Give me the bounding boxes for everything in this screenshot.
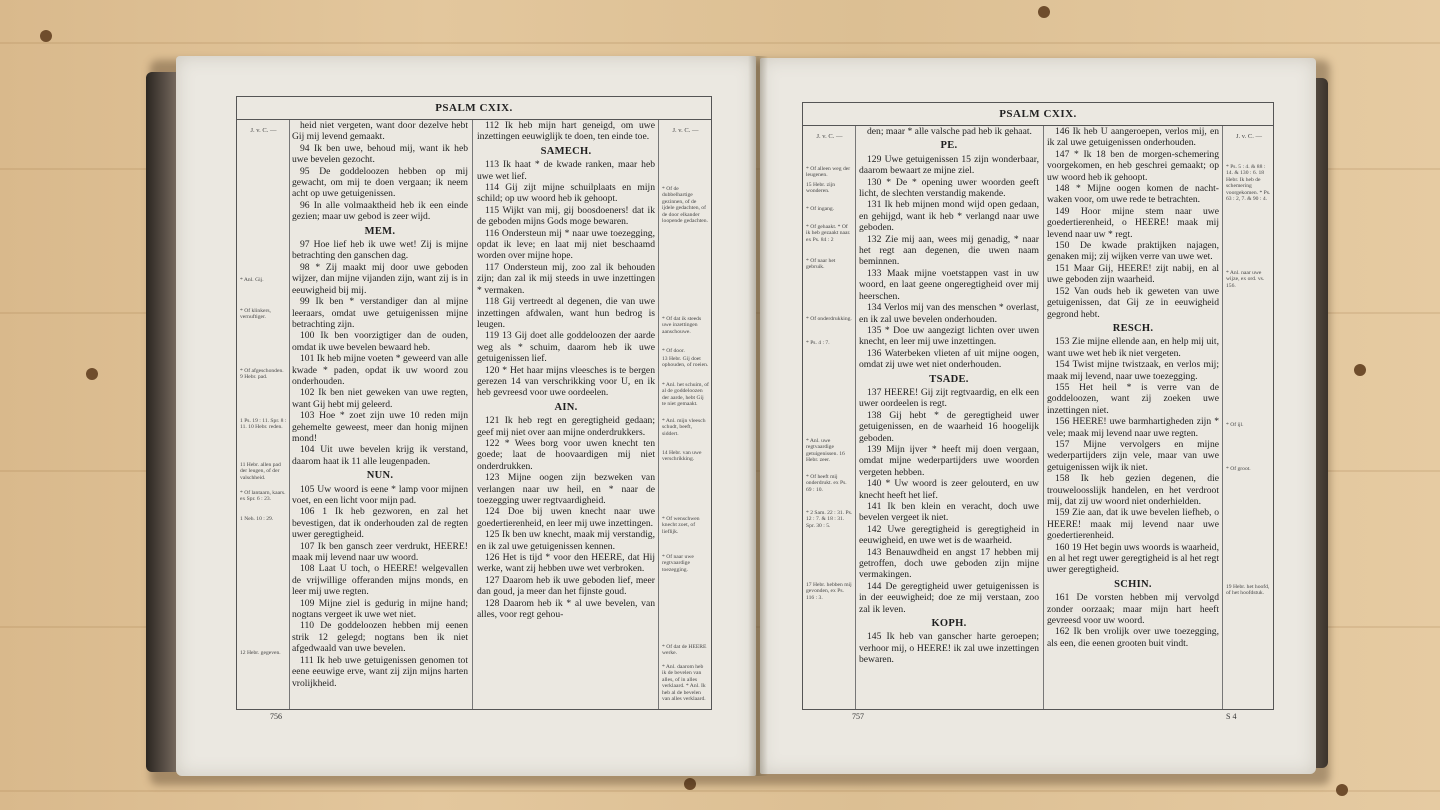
verse-paragraph: 115 Wijkt van mij, gij boosdoeners! dat ik de geboden mijns Gods moge bewaren. <box>477 204 655 228</box>
margin-label: J. v. C. — <box>1236 133 1262 140</box>
margin-note: 1 Neh. 10 : 29. <box>240 516 274 522</box>
margin-note: * Of dat ik steeds uwe inzettingen aanschouwe. <box>662 316 702 335</box>
margin-note: * Anl. daarom heb ik de bevelen van alles, of in alles verklaard. * Anl. Ik heb al de bevelen van alles verklaard. <box>662 664 706 703</box>
margin-note: 13 Hebr. Gij doet ophouden, of roeien. <box>662 356 709 369</box>
right-page-outer-margin <box>1222 126 1274 709</box>
verse-paragraph: 150 De kwade praktijken najagen, genaken mij; zij wijken verre van uwe wet. <box>1047 240 1219 263</box>
verse-paragraph: 140 * Uw woord is zeer gelouterd, en uw knecht heeft het lief. <box>859 478 1039 501</box>
verse-paragraph: 118 Gij vertreedt al degenen, die van uwe inzettingen afdwalen, want hun bedrog is leugen. <box>477 296 655 330</box>
right-page-frame <box>802 102 1274 710</box>
left-page-column-2 <box>477 120 655 709</box>
verse-paragraph: 108 Laat U toch, o HEERE! welgevallen de vrijwillige offeranden mijns monds, en leer mij uwe regten. <box>292 563 468 598</box>
verse-paragraph: 130 * De * opening uwer woorden geeft licht, de slechten verstandig makende. <box>859 176 1039 200</box>
verse-paragraph: 138 Gij hebt * de geregtigheid uwer getuigenissen, en de waarheid 16 hoogelijk geboden. <box>859 409 1039 444</box>
book-gutter <box>748 56 768 776</box>
verse-paragraph: 111 Ik heb uwe getuigenissen genomen tot eene eeuwige erve, want zij zijn mijns harten vrolijkheid. <box>292 654 468 689</box>
verse-paragraph: 109 Mijne ziel is gedurig in mijne hand; nogtans vergeet ik uwe wet niet. <box>292 597 468 621</box>
verse-paragraph: 96 In alle volmaaktheid heb ik een einde gezien; maar uw gebod is zeer wijd. <box>292 199 468 223</box>
margin-note: * Of alleen weg der leugenen. <box>806 166 851 179</box>
verse-paragraph: 98 * Zij maakt mij door uwe geboden wijzer, dan mijne vijanden zijn, want zij is in eeuwigheid bij mij. <box>292 261 468 296</box>
verse-paragraph: 94 Ik ben uwe, behoud mij, want ik heb uwe bevelen gezocht. <box>292 142 468 166</box>
verse-paragraph: 136 Waterbeken vlieten af uit mijne oogen, omdat zij uwe wet niet onderhouden. <box>859 347 1039 371</box>
margin-note: * Of heeft mij onderdrukt. ex Ps. 69 : 10. <box>806 474 847 493</box>
margin-note: * Of de dubbelhartige gezinnen, of de ijdele gedachten, of de door elkander loopende gedachten. <box>662 186 708 225</box>
verse-paragraph: den; maar * alle valsche pad heb ik gehaat. <box>867 126 1032 137</box>
margin-note: * Of door. <box>662 348 685 354</box>
margin-note: 14 Hebr. van uwe verschrikking. <box>662 450 702 463</box>
verse-paragraph: 113 Ik haat * de kwade ranken, maar heb uwe wet lief. <box>477 159 655 182</box>
verse-paragraph: 154 Twist mijne twistzaak, en verlos mij; maak mij levend, naar uwe toezegging. <box>1047 359 1219 382</box>
section-heading: KOPH. <box>931 618 967 630</box>
verse-paragraph: 114 Gij zijt mijne schuilplaats en mijn schild; op uw woord heb ik gehoopt. <box>477 182 655 205</box>
verse-paragraph: 134 Verlos mij van des menschen * overlast, en ik zal uwe bevelen onderhouden. <box>859 302 1039 325</box>
margin-note: * Of ijl. <box>1226 422 1244 428</box>
margin-note: * Of gehaakt. * Of ik heb gezaakt naar. ex Ps. 84 : 2 <box>806 224 851 243</box>
margin-label: J. v. C. — <box>672 127 699 134</box>
wood-knot <box>40 30 52 42</box>
margin-note: * Ps. 4 : 7. <box>806 340 830 346</box>
left-page-outer-margin <box>237 120 290 709</box>
margin-note: * Of ingang. <box>806 206 835 212</box>
margin-note: * Of naar uwe regtvaardige toezegging. <box>662 554 694 573</box>
wood-knot <box>86 368 98 380</box>
verse-paragraph: 103 Hoe * zoet zijn uwe 10 reden mijn gehemelte geweest, meer dan honig mijnen mond! <box>292 410 468 444</box>
section-heading: NUN. <box>366 470 394 482</box>
verse-paragraph: 155 Het heil * is verre van de goddeloozen, want zij zoeken uwe inzettingen niet. <box>1047 381 1219 416</box>
margin-note: 15 Hebr. zijn wonderen. <box>806 182 836 195</box>
section-heading: TSADE. <box>929 373 969 385</box>
verse-paragraph: 124 Doe bij uwen knecht naar uwe goedertierenheid, en leer mij uwe inzettingen. <box>477 506 655 529</box>
margin-note: * Of wenschwen knecht zoet, of lieflijk. <box>662 516 700 535</box>
verse-paragraph: 122 * Wees borg voor uwen knecht ten goede; laat de hoovaardigen mij niet onderdrukken. <box>477 437 655 472</box>
margin-note: * Anl. Gij. <box>240 277 264 283</box>
verse-paragraph: 133 Maak mijne voetstappen vast in uw woord, en laat geene ongeregtigheid over mij heerschen. <box>859 267 1039 302</box>
verse-paragraph: 147 * Ik 18 ben de morgen-schemering voorgekomen, en heb geschrei gemaakt; op uw woord heb ik gehoopt. <box>1047 148 1219 183</box>
margin-note: * 2 Sam. 22 : 31. Ps. 12 : 7. & 18 : 31. Spr. 30 : 5. <box>806 510 853 529</box>
margin-note: 11 Hebr. allen pad der leugen, of der valschheid. <box>240 462 281 481</box>
verse-paragraph: 137 HEERE! Gij zijt regtvaardig, en elk een uwer oordeelen is regt. <box>859 386 1039 410</box>
left-page-number: 756 <box>270 712 282 721</box>
verse-paragraph: 157 Mijne vervolgers en mijne wederpartijders zijn vele, maar van uwe getuigenissen wijk ik niet. <box>1047 438 1219 473</box>
right-page-inner-margin <box>803 126 856 709</box>
right-page-number: 757 <box>852 712 864 721</box>
book-cover-left <box>146 72 178 772</box>
margin-note: * Of afgeschonden. 9 Hebr. pad. <box>240 368 284 381</box>
verse-paragraph: 152 Van ouds heb ik geweten van uwe getuigenissen, dat Gij ze in eeuwigheid gegrond hebt. <box>1047 285 1219 320</box>
verse-paragraph: 126 Het is tijd * voor den HEERE, dat Hij werke, want zij hebben uwe wet verbroken. <box>477 552 655 575</box>
margin-note: 12 Hebr. gegeven. <box>240 650 281 656</box>
margin-note: 17 Hebr. hebben mij gevonden, ex Ps. 116 : 3. <box>806 582 852 601</box>
section-heading: MEM. <box>364 225 396 237</box>
section-heading: AIN. <box>554 401 578 413</box>
verse-paragraph: 146 Ik heb U aangeroepen, verlos mij, en ik zal uwe getuigenissen onderhouden. <box>1047 126 1219 149</box>
verse-paragraph: 97 Hoe lief heb ik uwe wet! Zij is mijne betrachting den ganschen dag. <box>292 239 468 262</box>
margin-note: 19 Hebr. het hoofd, of het hoofdstuk. <box>1226 584 1270 597</box>
margin-label: J. v. C. — <box>250 127 277 134</box>
verse-paragraph: 153 Zie mijne ellende aan, en help mij uit, want uwe wet heb ik niet vergeten. <box>1047 336 1219 359</box>
verse-paragraph: 151 Maar Gij, HEERE! zijt nabij, en al uwe geboden zijn waarheid. <box>1047 262 1219 286</box>
verse-paragraph: 131 Ik heb mijnen mond wijd open gedaan, en gehijgd, want ik heb * verlangd naar uwe geboden. <box>859 199 1039 234</box>
margin-note: * Anl. het schuim, of al de goddeloozen der aarde, hebt Gij te niet gemaakt. <box>662 382 709 408</box>
verse-paragraph: 104 Uit uwe bevelen krijg ik verstand, daarom haat ik 11 alle leugenpaden. <box>292 444 468 467</box>
verse-paragraph: 127 Daarom heb ik uwe geboden lief, meer dan goud, ja meer dan het fijnste goud. <box>477 574 655 598</box>
section-heading: RESCH. <box>1112 322 1154 334</box>
verse-paragraph: 145 Ik heb van ganscher harte geroepen; verhoor mij, o HEERE! ik zal uwe inzettingen bewaren. <box>859 631 1039 666</box>
verse-paragraph: 119 13 Gij doet alle goddeloozen der aarde weg als * schuim, daarom heb ik uwe getuigenissen lief. <box>477 330 655 365</box>
verse-paragraph: 135 * Doe uw aangezigt lichten over uwen knecht, en leer mij uwe inzettingen. <box>859 324 1039 348</box>
margin-note: * Ps. 5 : 4. & 88 : 14. & 130 : 6. 18 Hebr. Ik heb de schemering voorgekomen. * Ps. 63 : 2, 7. & 90 : 4. <box>1226 164 1271 203</box>
margin-note: * Anl. mijn vleesch schudt, beeft, siddert. <box>662 418 706 437</box>
column-divider <box>472 120 473 709</box>
wood-knot <box>1038 6 1050 18</box>
verse-paragraph: 132 Zie mij aan, wees mij genadig, * naar het regt aan degenen, die uwen naam beminnen. <box>859 233 1039 268</box>
wood-grain <box>0 790 1440 792</box>
verse-paragraph: 102 Ik ben niet geweken van uwe regten, want Gij hebt mij geleerd. <box>292 387 468 410</box>
verse-paragraph: 142 Uwe geregtigheid is geregtigheid in eeuwigheid, en uwe wet is de waarheid. <box>859 523 1039 547</box>
verse-paragraph: 156 HEERE! uwe barmhartigheden zijn * vele; maak mij levend naar uwe regten. <box>1047 416 1219 439</box>
verse-paragraph: 95 De goddeloozen hebben op mij gewacht, om mij te doen vergaan; ik neem acht op uwe getuigenissen. <box>292 165 468 200</box>
margin-note: * Of groot. <box>1226 466 1251 472</box>
verse-paragraph: 117 Ondersteun mij, zoo zal ik behouden zijn; dan zal ik mij steeds in uwe inzettingen * vermaken. <box>477 261 655 296</box>
verse-paragraph: 162 Ik ben vrolijk over uwe toezegging, als een, die eenen grooten buit vindt. <box>1047 626 1219 649</box>
verse-paragraph: 139 Mijn ijver * heeft mij doen vergaan, omdat mijne wederpartijders uwe woorden vergeten hebben. <box>859 443 1039 478</box>
verse-paragraph: 149 Hoor mijne stem naar uwe goedertierenheid, o HEERE! maak mij levend naar uw * regt. <box>1047 205 1219 240</box>
margin-note: * Anl. uwe regtvaardige getuigenissen. 16 Hebr. zeer. <box>806 438 845 464</box>
margin-note: * Of lantaarn, kaars. ex Spr. 6 : 23. <box>240 490 286 503</box>
section-heading: PE. <box>940 140 958 152</box>
right-page-column-2 <box>1047 126 1219 709</box>
left-page-inner-margin <box>658 120 711 709</box>
verse-paragraph: 121 Ik heb regt en geregtigheid gedaan; geef mij niet over aan mijne onderdrukkers. <box>477 415 655 438</box>
left-page-column-1 <box>292 120 468 709</box>
margin-label: J. v. C. — <box>816 133 843 140</box>
right-page-column-1 <box>859 126 1039 709</box>
margin-note: * Of klinkers, vernuftiger. <box>240 308 271 321</box>
left-page-header: PSALM CXIX. <box>237 97 711 120</box>
right-page-signature: S 4 <box>1226 712 1237 721</box>
verse-paragraph: 100 Ik ben voorzigtiger dan de ouden, omdat ik uwe bevelen bewaard heb. <box>292 330 468 353</box>
verse-paragraph: 123 Mijne oogen zijn bezweken van verlangen naar uw heil, en * naar de toezegging uwer regtvaardigheid. <box>477 472 655 506</box>
verse-paragraph: 116 Ondersteun mij * naar uwe toezegging, opdat ik leve; en laat mij niet beschaamd worden over mijne hope. <box>477 227 655 262</box>
verse-paragraph: 110 De goddeloozen hebben mij eenen strik 12 gelegd; nogtans ben ik niet afgedwaald van uwe bevelen. <box>292 620 468 655</box>
margin-note: * Of dat de HEERE werke. <box>662 644 707 657</box>
verse-paragraph: heid niet vergeten, want door dezelve hebt Gij mij levend gemaakt. <box>292 120 468 143</box>
verse-paragraph: 107 Ik ben gansch zeer verdrukt, HEERE! maak mij levend naar uw woord. <box>292 540 468 564</box>
verse-paragraph: 128 Daarom heb ik * al uwe bevelen, van alles, voor regt gehou- <box>477 597 655 621</box>
right-page-header: PSALM CXIX. <box>803 103 1273 126</box>
verse-paragraph: 141 Ik ben klein en veracht, doch uwe bevelen vergeet ik niet. <box>859 501 1039 524</box>
margin-note: * Of naar het gebruik. <box>806 258 836 271</box>
verse-paragraph: 129 Uwe getuigenissen 15 zijn wonderbaar, daarom bewaart ze mijne ziel. <box>859 153 1039 177</box>
verse-paragraph: 158 Ik heb gezien degenen, die trouweloosslijk handelen, en het verdroot mij, dat zij uw woord niet onderhielden. <box>1047 473 1219 507</box>
wood-knot <box>1354 364 1366 376</box>
wood-grain <box>0 42 1440 44</box>
margin-note: * Of onderdrukking. <box>806 316 852 322</box>
verse-paragraph: 160 19 Het begin uws woords is waarheid, en al het regt uwer geregtigheid is al het regt uwer geregtigheid. <box>1047 541 1219 576</box>
verse-paragraph: 106 1 Ik heb gezworen, en zal het bevestigen, dat ik onderhouden zal de regten uwer geregtigheid. <box>292 506 468 541</box>
verse-paragraph: 105 Uw woord is eene * lamp voor mijnen voet, en een licht voor mijn pad. <box>292 483 468 506</box>
section-heading: SAMECH. <box>540 145 592 157</box>
margin-note: 1 Ps. 19 : 11. Spr. 8 : 11. 10 Hebr. reden. <box>240 418 287 431</box>
verse-paragraph: 101 Ik heb mijne voeten * geweerd van alle kwade * paden, opdat ik uw woord zou onderhouden. <box>292 353 468 387</box>
column-divider <box>1043 126 1044 709</box>
verse-paragraph: 99 Ik ben * verstandiger dan al mijne leeraars, omdat uwe getuigenissen mijne betrachting zijn. <box>292 296 468 330</box>
wood-knot <box>1336 784 1348 796</box>
margin-note: * Anl. naar uwe wijze, ex ord. vs. 156. <box>1226 270 1265 289</box>
verse-paragraph: 148 * Mijne oogen komen de nacht-waken voor, om uwe rede te betrachten. <box>1047 183 1219 206</box>
left-page-frame <box>236 96 712 710</box>
verse-paragraph: 125 Ik ben uw knecht, maak mij verstandig, en ik zal uwe getuigenissen kennen. <box>477 529 655 552</box>
verse-paragraph: 161 De vorsten hebben mij vervolgd zonder oorzaak; maar mijn hart heeft gevreesd voor uw woord. <box>1047 592 1219 627</box>
verse-paragraph: 143 Benauwdheid en angst 17 hebben mij getroffen, doch uwe geboden zijn mijne vermakingen. <box>859 546 1039 581</box>
verse-paragraph: 144 De geregtigheid uwer getuigenissen is in der eeuwigheid; doe ze mij verstaan, zoo zal ik leven. <box>859 580 1039 615</box>
verse-paragraph: 159 Zie aan, dat ik uwe bevelen liefheb, o HEERE! maak mij levend naar uwe goedertierenheid. <box>1047 507 1219 542</box>
verse-paragraph: 120 * Het haar mijns vleesches is te bergen gerezen 14 van verschrikking voor U, en ik heb gevreesd voor uwe oordeelen. <box>477 364 655 399</box>
verse-paragraph: 112 Ik heb mijn hart geneigd, om uwe inzettingen eeuwiglijk te doen, ten einde toe. <box>477 120 655 143</box>
section-heading: SCHIN. <box>1114 578 1152 590</box>
